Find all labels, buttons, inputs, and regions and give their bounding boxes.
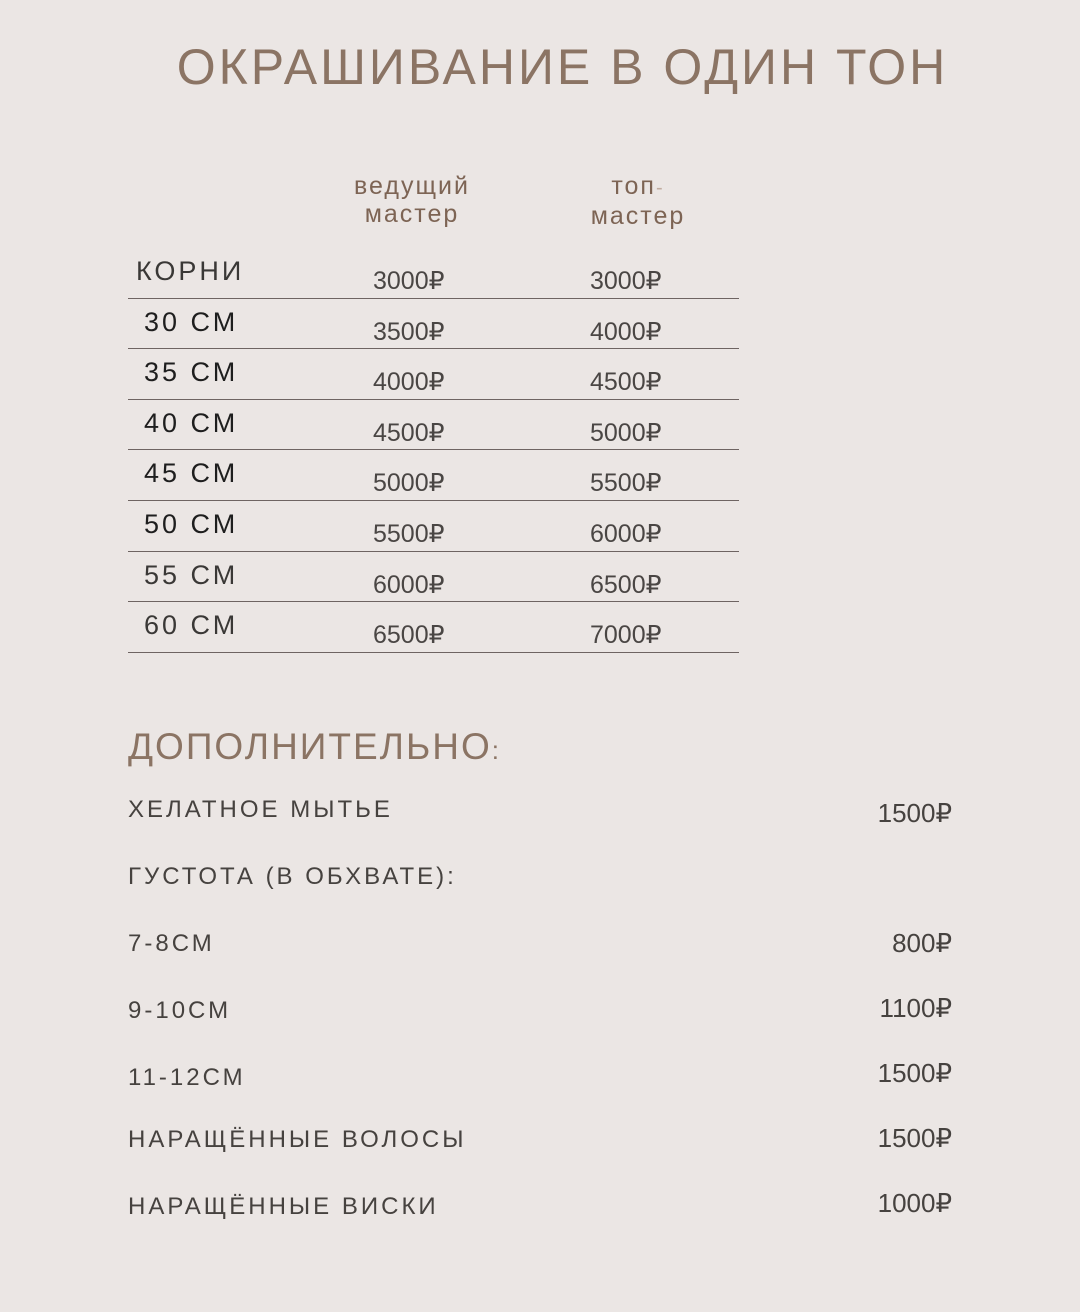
extra-item-price: 1100₽ xyxy=(879,993,952,1023)
column-header-top-word: топ xyxy=(611,172,656,200)
extra-item-price: 1000₽ xyxy=(877,1188,952,1218)
column-header-top-master xyxy=(528,172,748,230)
price-top-master: 4500₽ xyxy=(590,368,662,397)
row-label: 45 СМ xyxy=(144,458,239,489)
column-header-lead-line1: ведущий xyxy=(354,172,470,200)
price-table xyxy=(128,248,739,653)
price-top-master: 7000₽ xyxy=(590,621,662,650)
table-row xyxy=(128,349,739,400)
extra-item-price: 1500₽ xyxy=(877,1058,952,1088)
extra-section-title xyxy=(128,726,501,768)
table-row xyxy=(128,501,739,552)
price-top-master: 4000₽ xyxy=(590,317,662,346)
table-row xyxy=(128,450,739,501)
price-lead-master: 3500₽ xyxy=(373,317,445,346)
extra-item-label: 9-10СМ xyxy=(128,997,232,1024)
table-row xyxy=(128,602,739,653)
table-row xyxy=(128,400,739,451)
row-label: КОРНИ xyxy=(136,256,245,286)
price-lead-master: 4000₽ xyxy=(373,368,445,397)
extra-item-price: 800₽ xyxy=(892,928,952,958)
row-label: 50 СМ xyxy=(144,508,239,539)
extra-item-label: 7-8СМ xyxy=(128,930,215,957)
price-lead-master: 3000₽ xyxy=(373,267,445,295)
row-label: 30 СМ xyxy=(144,306,239,337)
column-header-top-line2: мастер xyxy=(590,202,686,230)
row-label: 40 СМ xyxy=(144,407,239,438)
extra-title-colon: : xyxy=(491,735,501,765)
row-label: 55 СМ xyxy=(144,559,239,590)
price-top-master: 5500₽ xyxy=(590,469,662,498)
column-header-lead-line2: мастер xyxy=(364,200,460,228)
column-header-top-line1 xyxy=(528,172,748,202)
price-top-master: 5000₽ xyxy=(590,418,662,447)
extra-item-price: 1500₽ xyxy=(877,1123,952,1153)
table-row xyxy=(128,248,739,299)
page-title: ОКРАШИВАНИЕ В ОДИН ТОН xyxy=(176,39,949,95)
extra-item-label: ХЕЛАТНОЕ МЫТЬЕ xyxy=(128,796,393,823)
row-label: 60 СМ xyxy=(144,610,239,641)
price-lead-master: 5500₽ xyxy=(373,519,445,548)
price-top-master: 3000₽ xyxy=(590,267,662,295)
table-row xyxy=(128,552,739,603)
price-top-master: 6000₽ xyxy=(590,519,662,548)
extra-title-text: ДОПОЛНИТЕЛЬНО xyxy=(128,726,492,767)
extra-item-label: НАРАЩЁННЫЕ ВИСКИ xyxy=(128,1193,439,1220)
column-header-lead-master xyxy=(302,172,522,228)
extra-item-price: 1500₽ xyxy=(877,798,952,828)
extra-item-label: НАРАЩЁННЫЕ ВОЛОСЫ xyxy=(128,1126,467,1153)
row-label: 35 СМ xyxy=(144,357,239,388)
column-header-top-dash: - xyxy=(655,177,665,199)
price-lead-master: 4500₽ xyxy=(373,418,445,447)
extra-item-label: ГУСТОТА (В ОБХВАТЕ): xyxy=(128,863,457,890)
price-lead-master: 6500₽ xyxy=(373,621,445,650)
table-row xyxy=(128,299,739,350)
price-lead-master: 6000₽ xyxy=(373,570,445,599)
price-top-master: 6500₽ xyxy=(590,570,662,599)
extra-item-label: 11-12СМ xyxy=(128,1064,246,1091)
price-lead-master: 5000₽ xyxy=(373,469,445,498)
